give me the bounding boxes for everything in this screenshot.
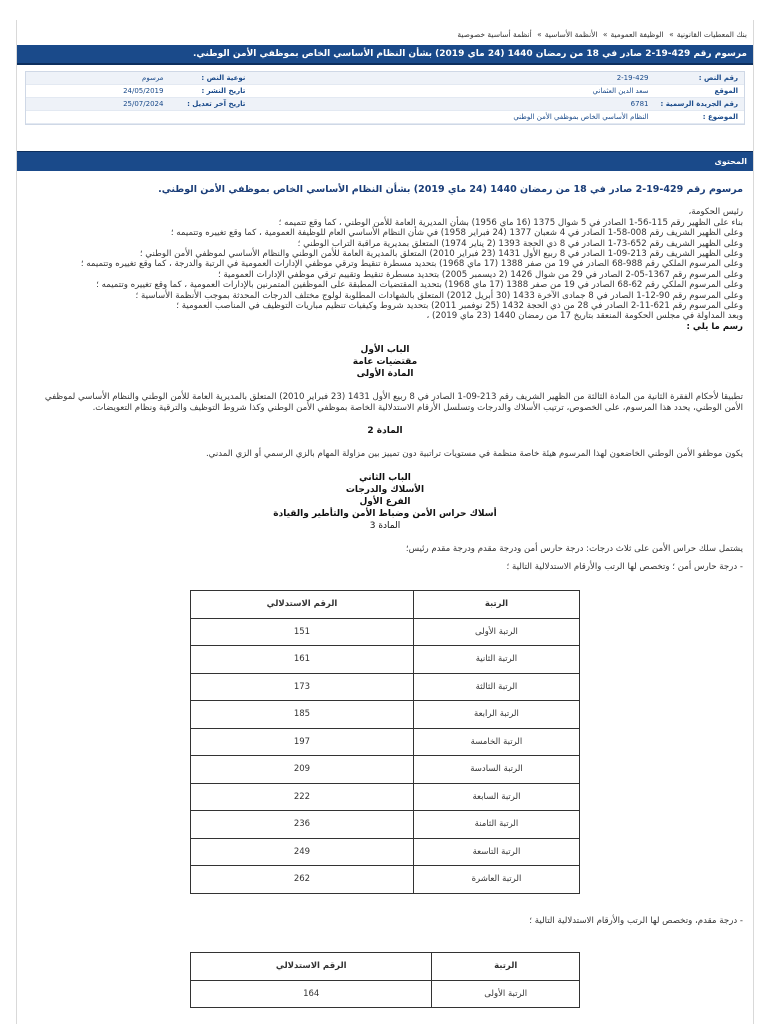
text-number-label: رقم النص : <box>654 72 744 85</box>
table-row <box>191 783 580 811</box>
article-one-text: تطبيقا لأحكام الفقرة الثانية من المادة الثالثة من الظهير الشريف رقم 213-09-1 الصادر في 8 ربيع الأول 1431 (23 فبراير 2010) المتعلق بالمديرية العامة للأمن الوطني والنظام الأساسي لموظفي الأمن الوطني، يحدد هذا المرسوم، على الخصوص، ترتيب الأسلاك والدرجات وتسلسل الأرقام الاستدلالية الخاصة بموظفي الأمن الوطني وكذا شروط التوظيف والترقية ونظام التعويضات. <box>44 392 743 413</box>
table-row <box>191 646 580 674</box>
index-cell: 249 <box>191 838 414 866</box>
rank-cell: الرتبة الأولى <box>432 980 580 1008</box>
subject-value[interactable]: النظام الأساسي الخاص بموظفي الأمن الوطني <box>251 111 654 124</box>
table-row <box>191 980 580 1008</box>
index-cell: 151 <box>191 618 414 646</box>
preamble-line: وعلى المرسوم رقم 621-11-2 الصادر في 28 من ذي الحجة 1432 (25 نوفمبر 2011) بتحديد شروط وكيفيات تنظيم مباريات التوظيف في المناصب العمومية ؛ <box>176 301 743 312</box>
article-two-text: يكون موظفو الأمن الوطني الخاضعون لهذا المرسوم هيئة خاصة منظمة في مستويات تراتبية دون تمييز بين مزاولة المهام بالزي الرسمي أو الزي المدني. <box>205 449 743 460</box>
part-one-subtitle: مقتضيات عامة <box>352 357 418 368</box>
breadcrumb-separator: » <box>669 30 674 39</box>
column-header-index: الرقم الاستدلالي <box>191 953 432 981</box>
preamble-line: وعلى المرسوم رقم 90-12-1 الصادر في 8 جمادى الآخرة 1433 (30 أبريل 2012) المتعلق بالشهادات المطلوبة لولوج مختلف الدرجات المحدثة بموجب الأنظمة الأساسية ؛ <box>135 290 743 301</box>
metadata-row <box>26 85 744 98</box>
table-row <box>191 728 580 756</box>
breadcrumb <box>17 20 753 45</box>
rank-cell: الرتبة الثالثة <box>413 673 579 701</box>
text-type-label: نوعية النص : <box>169 72 251 85</box>
page-frame <box>16 20 754 1024</box>
article-three-text: يشتمل سلك حراس الأمن على ثلاث درجات: درجة حارس أمن ودرجة مقدم ودرجة مقدم رئيس؛ <box>405 543 743 554</box>
grade-one-table <box>190 590 580 894</box>
table-row <box>191 618 580 646</box>
part-one-title: الباب الأول <box>360 345 410 356</box>
preamble-line: وعلى المرسوم الملكي رقم 988-68 الصادر في 19 من صفر 1388 (17 ماي 1968) بتحديد مسطرة تنقيط وترقي موظفي الإدارات العمومية في الرتبة والدرجة ، كما وقع تغييره وتتميمه ؛ <box>80 259 743 270</box>
table-row <box>191 701 580 729</box>
section-one-subtitle: أسلاك حراس الأمن وضباط الأمن والتأطير والقيادة <box>273 508 497 519</box>
index-cell: 262 <box>191 866 414 894</box>
part-two-title: الباب الثاني <box>359 472 411 483</box>
document-heading: مرسوم رقم 429-19-2 صادر في 18 من رمضان 1440 (24 ماي 2019) بشأن النظام الأساسي الخاص بموظفي الأمن الوطني. <box>158 184 743 195</box>
part-two-subtitle: الأسلاك والدرجات <box>345 484 425 495</box>
rank-cell: الرتبة الثانية <box>413 646 579 674</box>
rank-cell: الرتبة العاشرة <box>413 866 579 894</box>
index-cell: 236 <box>191 811 414 839</box>
subject-label: الموضوع : <box>654 111 744 124</box>
article-one-title: المادة الأولى <box>356 369 414 380</box>
article-two-title: المادة 2 <box>367 426 403 437</box>
last-modified-value: 25/07/2024 <box>26 98 169 111</box>
table-header-row <box>191 953 580 981</box>
grade-two-note: - درجة مقدم، وتخصص لها الرتب والأرقام الاستدلالية التالية ؛ <box>529 915 743 926</box>
index-cell: 164 <box>191 980 432 1008</box>
preamble-line: وعلى المرسوم الملكي رقم 62-68 الصادر في 19 من صفر 1388 (17 ماي 1968) بتحديد المقتضيات المطبقة على الموظفين المتمرنين بالإدارات العمومية ، كما وقع تغييره وتتميمه ؛ <box>96 280 743 291</box>
publish-date-value: 24/05/2019 <box>26 85 169 98</box>
grade-one-note: - درجة حارس أمن ؛ وتخصص لها الرتب والأرقام الاستدلالية التالية ؛ <box>506 561 743 572</box>
preamble-line: رئيس الحكومة، <box>688 207 743 218</box>
signatory-label: الموقع <box>654 85 744 98</box>
table-row <box>191 673 580 701</box>
column-header-index: الرقم الاستدلالي <box>191 591 414 619</box>
rank-cell: الرتبة السادسة <box>413 756 579 784</box>
column-header-rank: الرتبة <box>432 953 580 981</box>
decrees-line: رسم ما يلي : <box>686 321 743 332</box>
rank-cell: الرتبة الرابعة <box>413 701 579 729</box>
empty-label <box>169 111 251 124</box>
table-row <box>191 811 580 839</box>
empty-value <box>26 111 169 124</box>
last-modified-label: تاريخ آخر تعديل : <box>169 98 251 111</box>
preamble-line: وعلى الظهير الشريف رقم 213-09-1 الصادر في 8 ربيع الأول 1431 (23 فبراير 2010) المتعلق بالمديرية العامة للأمن الوطني والنظام الأساسي لموظفي الأمن الوطني ؛ <box>139 249 743 260</box>
index-cell: 222 <box>191 783 414 811</box>
rank-cell: الرتبة التاسعة <box>413 838 579 866</box>
index-cell: 173 <box>191 673 414 701</box>
breadcrumb-item-special-statutes[interactable]: أنظمة أساسية خصوصية <box>457 30 532 39</box>
column-header-rank: الرتبة <box>413 591 579 619</box>
table-row <box>191 756 580 784</box>
table-header-row <box>191 591 580 619</box>
text-type-value: مرسوم <box>26 72 169 85</box>
metadata-row <box>26 72 744 85</box>
content-section-header: المحتوى <box>17 151 753 171</box>
preamble <box>27 207 743 332</box>
rank-cell: الرتبة السابعة <box>413 783 579 811</box>
index-cell: 185 <box>191 701 414 729</box>
grade-two-table <box>190 952 580 1008</box>
metadata-table <box>26 72 744 124</box>
rank-cell: الرتبة الثامنة <box>413 811 579 839</box>
gazette-number-label: رقم الجريدة الرسمية : <box>654 98 744 111</box>
breadcrumb-separator: » <box>602 30 608 39</box>
table-row <box>191 866 580 894</box>
document-body <box>17 171 753 1008</box>
preamble-line: وبعد المداولة في مجلس الحكومة المنعقد بتاريخ 17 من رمضان 1440 (23 ماي 2019) ، <box>426 311 743 322</box>
page-title: مرسوم رقم 429-19-2 صادر في 18 من رمضان 1440 (24 ماي 2019) بشأن النظام الأساسي الخاص بموظفي الأمن الوطني. <box>17 45 753 65</box>
breadcrumb-item-statutes[interactable]: الأنظمة الأساسية <box>544 30 598 39</box>
preamble-line: وعلى الظهير الشريف رقم 652-73-1 الصادر في 8 ذي الحجة 1393 (2 يناير 1974) المتعلق بمديرية مراقبة التراب الوطني ؛ <box>297 238 743 249</box>
preamble-line: بناء على الظهير رقم 115-56-1 الصادر في 5 شوال 1375 (16 ماي 1956) بشأن المديرية العامة للأمن الوطني ، كما وقع تتميمه ؛ <box>278 217 743 228</box>
metadata-row <box>26 111 744 124</box>
rank-cell: الرتبة الأولى <box>413 618 579 646</box>
gazette-number-value: 6781 <box>251 98 654 111</box>
metadata-row <box>26 98 744 111</box>
preamble-line: وعلى الظهير الشريف رقم 008-58-1 الصادر في 4 شعبان 1377 (24 فبراير 1958) في شأن النظام الأساسي العام للوظيفة العمومية ، كما وقع تغييره وتتميمه ؛ <box>170 228 743 239</box>
preamble-line: وعلى المرسوم رقم 1367-05-2 الصادر في 29 من شوال 1426 (2 ديسمبر 2005) بتحديد مسطرة تنقيط وتقييم ترقي موظفي الإدارات العمومية ؛ <box>217 269 743 280</box>
section-one-title: الفرع الأول <box>359 496 411 507</box>
breadcrumb-item-public-service[interactable]: الوظيفة العمومية <box>610 30 664 39</box>
publish-date-label: تاريخ النشر : <box>169 85 251 98</box>
article-three-title: المادة 3 <box>369 520 401 531</box>
table-row <box>191 838 580 866</box>
metadata-panel <box>25 71 745 125</box>
signatory-value: سعد الدين العثماني <box>251 85 654 98</box>
rank-cell: الرتبة الخامسة <box>413 728 579 756</box>
text-number-value: 2-19-429 <box>251 72 654 85</box>
breadcrumb-item-legal-database[interactable]: بنك المعطيات القانونية <box>676 30 747 39</box>
breadcrumb-separator: » <box>537 30 542 39</box>
index-cell: 209 <box>191 756 414 784</box>
index-cell: 161 <box>191 646 414 674</box>
index-cell: 197 <box>191 728 414 756</box>
